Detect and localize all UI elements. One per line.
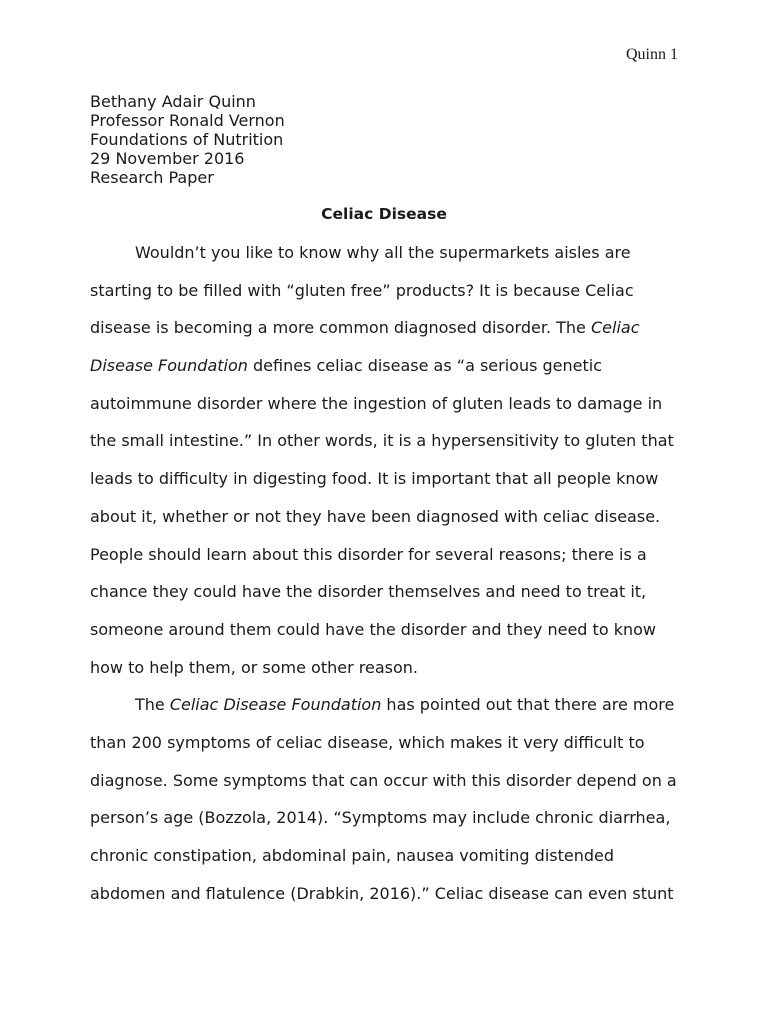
body-line [90, 884, 690, 922]
body-text: than 200 symptoms of celiac disease, which makes it very difficult to [90, 732, 645, 752]
body-line [90, 545, 690, 583]
body-line [90, 356, 690, 394]
body-line [90, 808, 690, 846]
body-text: diagnose. Some symptoms that can occur with this disorder depend on a [90, 770, 677, 790]
body-text: autoimmune disorder where the ingestion of gluten leads to damage in [90, 393, 663, 413]
body-text: The [135, 695, 170, 715]
paper-body [90, 243, 690, 921]
professor-name: Professor Ronald Vernon [90, 111, 285, 130]
author-name: Bethany Adair Quinn [90, 92, 256, 111]
body-line [90, 243, 690, 281]
running-head-page-number: Quinn 1 [626, 46, 678, 63]
paper-title: Celiac Disease [321, 205, 447, 223]
body-line [90, 394, 690, 432]
body-line [90, 469, 690, 507]
body-text: about it, whether or not they have been diagnosed with celiac disease. [90, 506, 661, 526]
body-text: disease is becoming a more common diagnosed disorder. The [90, 318, 591, 338]
body-text: abdomen and flatulence (Drabkin, 2016).” Celiac disease can even stunt [90, 883, 674, 903]
assignment-type: Research Paper [90, 168, 214, 187]
body-line [90, 771, 690, 809]
body-text: has pointed out that there are more [381, 695, 675, 715]
body-line [90, 431, 690, 469]
body-line [90, 620, 690, 658]
body-text: starting to be filled with “gluten free” products? It is because Celiac [90, 280, 634, 300]
body-line [90, 733, 690, 771]
body-text: People should learn about this disorder for several reasons; there is a [90, 544, 647, 564]
body-line [90, 658, 690, 696]
body-text: someone around them could have the disorder and they need to know [90, 619, 656, 639]
body-line [90, 507, 690, 545]
mla-heading [90, 92, 690, 187]
body-text: chronic constipation, abdominal pain, nausea vomiting distended [90, 846, 615, 865]
body-text: how to help them, or some other reason. [90, 657, 418, 677]
body-line [90, 318, 690, 356]
course-name: Foundations of Nutrition [90, 130, 284, 149]
body-text: chance they could have the disorder themselves and need to treat it, [90, 582, 647, 602]
paper-date: 29 November 2016 [90, 149, 245, 168]
body-line [90, 582, 690, 620]
body-text: the small intestine.” In other words, it is a hypersensitivity to gluten that [90, 431, 674, 451]
body-line [90, 695, 690, 733]
body-text: Wouldn’t you like to know why all the supermarkets aisles are [135, 243, 631, 262]
body-text: defines celiac disease as “a serious genetic [247, 356, 603, 376]
italic-text: Celiac [590, 318, 640, 338]
italic-text: Disease Foundation [90, 356, 248, 376]
body-text: person’s age (Bozzola, 2014). “Symptoms may include chronic diarrhea, [90, 808, 671, 828]
italic-text: Celiac Disease Foundation [169, 695, 382, 715]
body-text: leads to difficulty in digesting food. It is important that all people know [90, 469, 659, 489]
body-line [90, 281, 690, 319]
body-line [90, 846, 690, 884]
